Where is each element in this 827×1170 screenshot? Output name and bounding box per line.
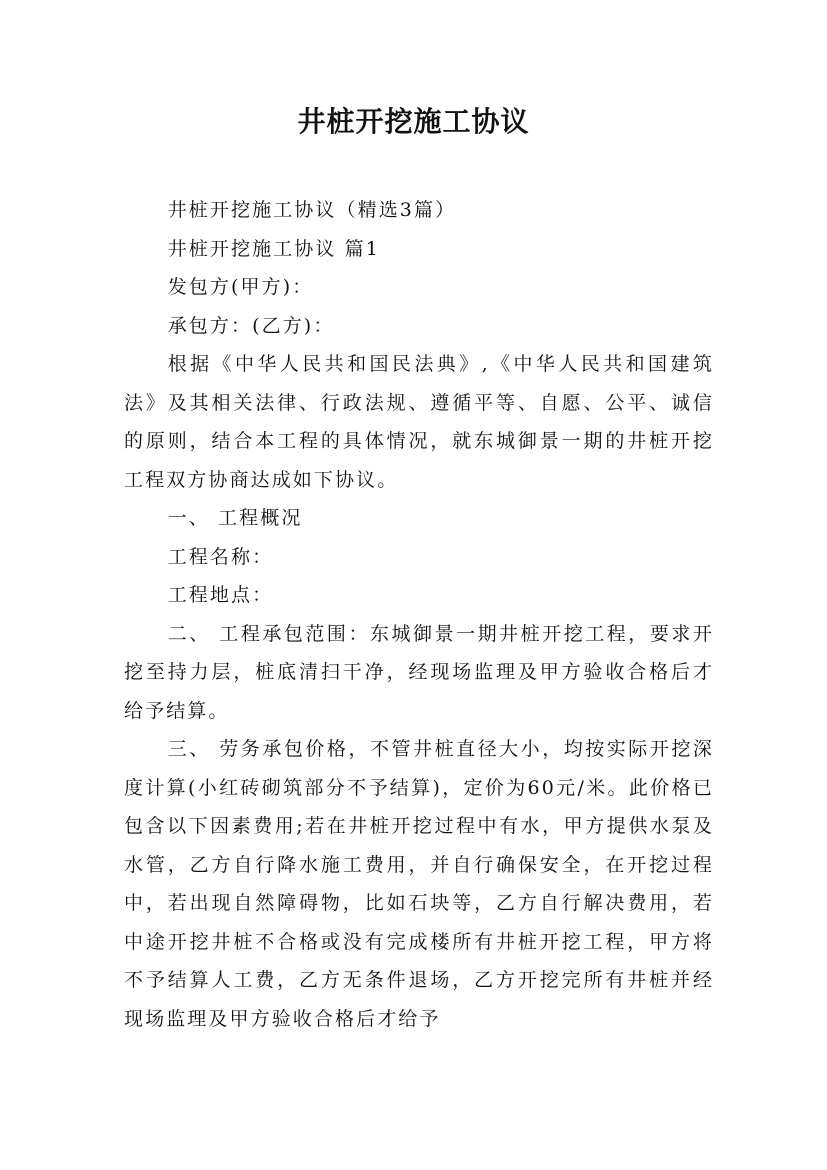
paragraph-preamble: 根据《中华人民共和国民法典》,《中华人民共和国建筑法》及其相关法律、行政法规、遵循平等、自愿、公平、诚信的原则，结合本工程的具体情况，就东城御景一期的井桩开挖工程双方协商达成如下协议。 <box>124 353 714 491</box>
paragraph-party-a: 发包方(甲方)： <box>167 276 314 298</box>
paragraph-clause-2: 二、 工程承包范围：东城御景一期井桩开挖工程，要求开挖至持力层，桩底清扫干净，经现场监理及甲方验收合格后才给予结算。 <box>124 622 714 722</box>
paragraph-clause-1: 一、 工程概况 <box>167 507 303 529</box>
paragraph-party-b: 承包方：(乙方)： <box>167 314 335 337</box>
document-body <box>124 191 714 1038</box>
paragraph-project-location: 工程地点： <box>167 584 274 606</box>
paragraph-subtitle: 井桩开挖施工协议（精选3篇） <box>167 199 457 221</box>
paragraph-clause-3: 三、 劳务承包价格，不管井桩直径大小，均按实际开挖深度计算(小红砖砌筑部分不予结算)，定价为60元/米。此价格已包含以下因素费用;若在井桩开挖过程中有水，甲方提供水泵及水管，乙方自行降水施工费用，并自行确保安全，在开挖过程中，若出现自然障碍物，比如石块等，乙方自行解决费用，若中途开挖井桩不合格或没有完成楼所有井桩开挖工程，甲方将不予结算人工费，乙方无条件退场，乙方开挖完所有井桩并经现场监理及甲方验收合格后才给予 <box>124 738 714 1030</box>
paragraph-section-heading: 井桩开挖施工协议 篇1 <box>167 237 380 260</box>
paragraph-project-name: 工程名称： <box>167 545 274 568</box>
document-title: 井桩开挖施工协议 <box>297 105 530 138</box>
